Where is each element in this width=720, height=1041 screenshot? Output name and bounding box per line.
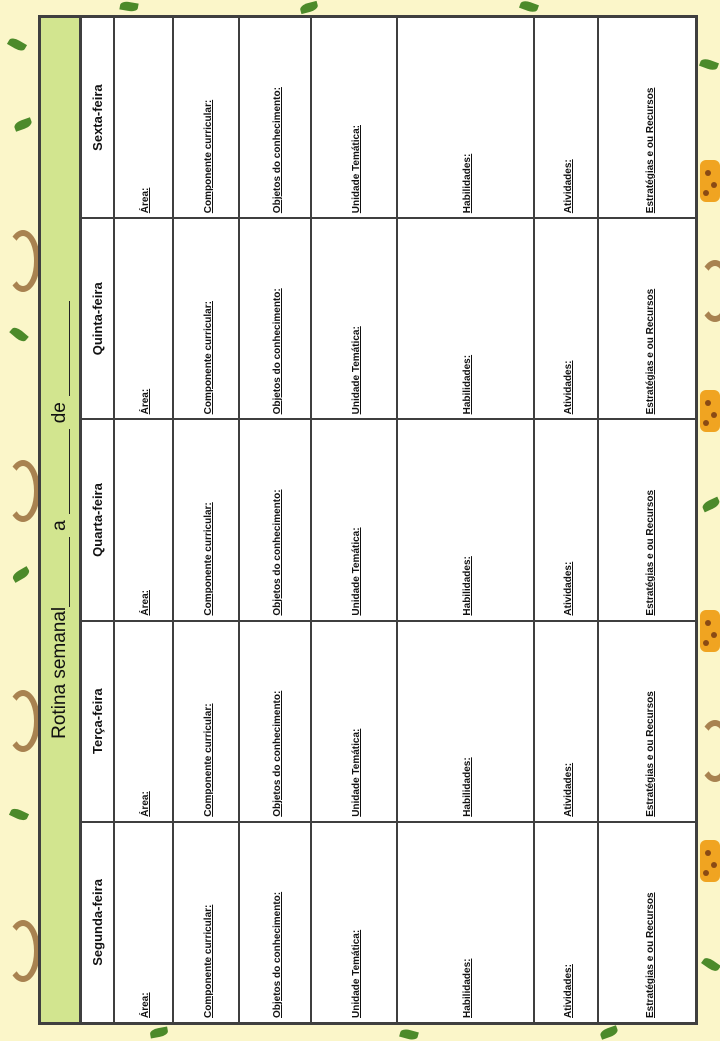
componente-cell[interactable]: Componente curricular: xyxy=(174,18,240,217)
estrategias-cell[interactable]: Estratégias e ou Recursos xyxy=(645,288,656,415)
day-header: Quarta-feira xyxy=(82,420,115,619)
estrategias-cell[interactable]: Estratégias e ou Recursos xyxy=(645,691,656,817)
day-column-terca xyxy=(82,622,698,823)
day-header: Quinta-feira xyxy=(82,219,115,418)
atividades-cell[interactable]: Atividades: xyxy=(535,18,599,217)
area-cell[interactable]: Área: xyxy=(115,823,174,1022)
date-blank-1[interactable] xyxy=(51,537,70,607)
habilidades-cell[interactable]: Habilidades: xyxy=(398,420,535,619)
day-column-quinta xyxy=(82,219,698,420)
day-column-segunda xyxy=(82,823,698,1022)
area-cell[interactable]: Área: xyxy=(115,622,174,821)
date-blank-3[interactable] xyxy=(51,301,70,396)
title-connector-a: a xyxy=(49,520,70,531)
objetos-cell[interactable]: Objetos do conhecimento: xyxy=(240,18,312,217)
componente-cell[interactable]: Componente curricular: xyxy=(174,622,240,821)
day-column-sexta xyxy=(82,18,698,219)
title-bar xyxy=(41,18,82,1022)
weekly-grid xyxy=(82,18,698,1022)
day-header: Terça-feira xyxy=(82,622,115,821)
componente-cell[interactable]: Componente curricular: xyxy=(174,219,240,418)
unidade-cell[interactable]: Unidade Temática: xyxy=(312,823,398,1022)
habilidades-cell[interactable]: Habilidades: xyxy=(398,823,535,1022)
atividades-cell[interactable]: Atividades: xyxy=(535,219,599,418)
estrategias-cell[interactable]: Estratégias e ou Recursos xyxy=(645,489,656,616)
estrategias-cell[interactable]: Estratégias e ou Recursos xyxy=(645,892,656,1018)
objetos-cell[interactable]: Objetos do conhecimento: xyxy=(240,219,312,418)
componente-cell[interactable]: Componente curricular: xyxy=(174,823,240,1022)
area-cell[interactable]: Área: xyxy=(115,219,174,418)
weekly-routine-sheet xyxy=(38,15,698,1025)
habilidades-cell[interactable]: Habilidades: xyxy=(398,622,535,821)
objetos-cell[interactable]: Objetos do conhecimento: xyxy=(240,823,312,1022)
objetos-cell[interactable]: Objetos do conhecimento: xyxy=(240,420,312,619)
atividades-cell[interactable]: Atividades: xyxy=(535,420,599,619)
unidade-cell[interactable]: Unidade Temática: xyxy=(312,622,398,821)
area-cell[interactable]: Área: xyxy=(115,18,174,217)
day-header: Segunda-feira xyxy=(82,823,115,1022)
habilidades-cell[interactable]: Habilidades: xyxy=(398,219,535,418)
date-blank-2[interactable] xyxy=(51,429,70,514)
day-header: Sexta-feira xyxy=(82,18,115,217)
habilidades-cell[interactable]: Habilidades: xyxy=(398,18,535,217)
title-connector-de: de xyxy=(49,402,70,424)
day-column-quarta xyxy=(82,420,698,621)
title-prefix: Rotina semanal xyxy=(49,606,70,739)
atividades-cell[interactable]: Atividades: xyxy=(535,622,599,821)
componente-cell[interactable]: Componente curricular: xyxy=(174,420,240,619)
unidade-cell[interactable]: Unidade Temática: xyxy=(312,219,398,418)
estrategias-cell[interactable]: Estratégias e ou Recursos xyxy=(645,87,656,214)
unidade-cell[interactable]: Unidade Temática: xyxy=(312,18,398,217)
unidade-cell[interactable]: Unidade Temática: xyxy=(312,420,398,619)
area-cell[interactable]: Área: xyxy=(115,420,174,619)
atividades-cell[interactable]: Atividades: xyxy=(535,823,599,1022)
objetos-cell[interactable]: Objetos do conhecimento: xyxy=(240,622,312,821)
